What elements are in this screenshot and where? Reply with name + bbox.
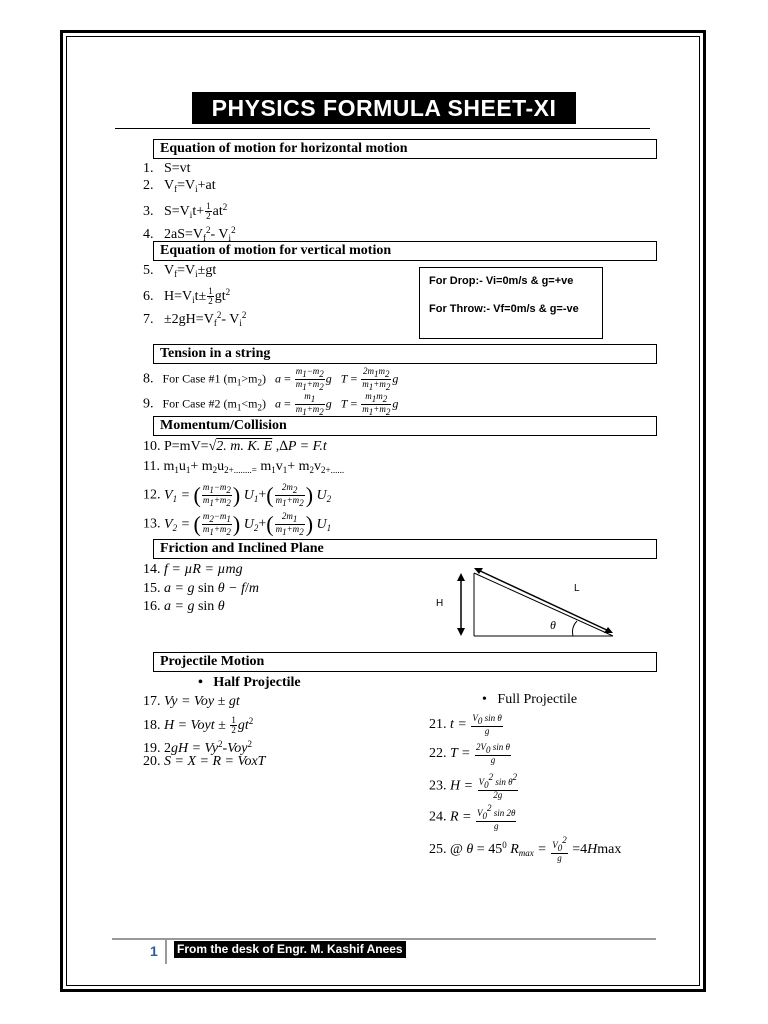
page-number-divider: [165, 940, 167, 964]
height-label: H: [436, 598, 444, 609]
half-projectile-heading: • Half Projectile: [198, 675, 301, 690]
section-projectile: Projectile Motion: [153, 652, 657, 672]
angle-arc: [573, 621, 578, 636]
height-arrow-head-top: [457, 573, 465, 581]
formula-22: 22. T = $\frac{2V_0 \sin \theta}{g}$: [429, 742, 510, 765]
formula-23: 23. H = $\frac{V_0^2 \sin \theta^2}{2g}$: [429, 772, 517, 800]
formula-6: 6. $H=V_it\pm$ $\frac{1}{2}$ $gt^2$: [143, 286, 231, 307]
formula-8: 8. For Case #1 $(m_1>m_2) a$ = $\frac{m_1-m_2}{m_1+m_2}$ g T = $\frac{2m_1m_2}{m_1+m_2}$ g: [143, 366, 399, 392]
formula-20: 20. S = X = R = VoxT: [143, 754, 266, 769]
full-projectile-heading: • Full Projectile: [482, 692, 578, 707]
formula-19: 19. $2gH = Vy^2-Voy^2$: [143, 739, 252, 756]
formula-14: 14. f = µR = µmg: [143, 562, 243, 577]
height-arrow-head-bottom: [457, 628, 465, 636]
formula-17: 17. Vy = Voy ± gt: [143, 694, 240, 709]
formula-21: 21. t = $\frac{V_0 \sin \theta}{g}$: [429, 713, 502, 736]
section-horizontal-motion: Equation of motion for horizontal motion: [153, 139, 657, 159]
formula-3: 3. $S=V_it+$ $\frac{1}{2}$ $at^2$: [143, 201, 228, 222]
angle-label: θ: [550, 618, 556, 632]
formula-9: 9. For Case #2 $(m_1<m_2) a$ = $\frac{m_1}{m_1+m_2}$ g T = $\frac{m_1m_2}{m_1+m_2}$ g: [143, 391, 399, 417]
formula-24: 24. R = $\frac{V_0^2 \sin 2\theta}{g}$: [429, 803, 516, 831]
formula-13: 13. $V_2$ = ( $\frac{m_2-m_1}{m_1+m_2}$ ) $U_2+$( $\frac{2m_1}{m_1+m_2}$ ) $U_1$: [143, 511, 332, 537]
drop-throw-note-box: [419, 267, 603, 339]
formula-10: 10. P=mV=√2. m. K. E ,∆P = F.t: [143, 439, 327, 454]
formula-11: 11. $m_1u_1+ m_2u_{2+........=}$ $m_1v_1+ m_2v_{2+......}$: [143, 459, 345, 475]
page-number: 1: [150, 943, 158, 959]
incline-hypotenuse: [474, 573, 613, 636]
formula-12: 12. $V_1$ = ( $\frac{m_1-m_2}{m_1+m_2}$ ) $U_1+$( $\frac{2m_2}{m_1+m_2}$ ) $U_2$: [143, 482, 332, 508]
formula-7: 7. $\pm 2gH=V_f^2-$ $V_i^2$: [143, 310, 247, 328]
section-tension: Tension in a string: [153, 344, 657, 364]
formula-25: 25. @ $\theta = 45^0$ $R_{max}$ = $\frac{V_0^2}{g}$ =4Hmax: [429, 835, 622, 864]
length-arrow-line: [476, 569, 611, 632]
section-vertical-motion: Equation of motion for vertical motion: [153, 241, 657, 261]
formula-18: 18. H = Voyt ± $\frac{1}{2}$ $gt^2$: [143, 715, 254, 736]
title-rule: [115, 128, 650, 129]
section-friction: Friction and Inclined Plane: [153, 539, 657, 559]
formula-1: 1. S=vt: [143, 161, 191, 176]
length-label: L: [574, 583, 580, 594]
inclined-plane-diagram: [430, 565, 630, 645]
formula-15: 15. a = g sin θ − f/m: [143, 581, 260, 596]
formula-2: 2. $V_f=V_i+at$: [143, 178, 216, 194]
section-momentum: Momentum/Collision: [153, 416, 657, 436]
footer-rule: [112, 938, 656, 940]
formula-16: 16. a = g sin θ: [143, 599, 225, 614]
formula-4: 4. $2aS=V_f^2-$ $V_i^2$: [143, 225, 236, 243]
drop-note: For Drop:- Vi=0m/s & g=+ve: [429, 275, 574, 287]
formula-5: 5. $V_f=V_i\pm gt$: [143, 263, 217, 279]
throw-note: For Throw:- Vf=0m/s & g=-ve: [429, 303, 579, 315]
page-title: PHYSICS FORMULA SHEET-XI: [192, 92, 576, 124]
footer-credit: From the desk of Engr. M. Kashif Anees: [174, 941, 406, 958]
